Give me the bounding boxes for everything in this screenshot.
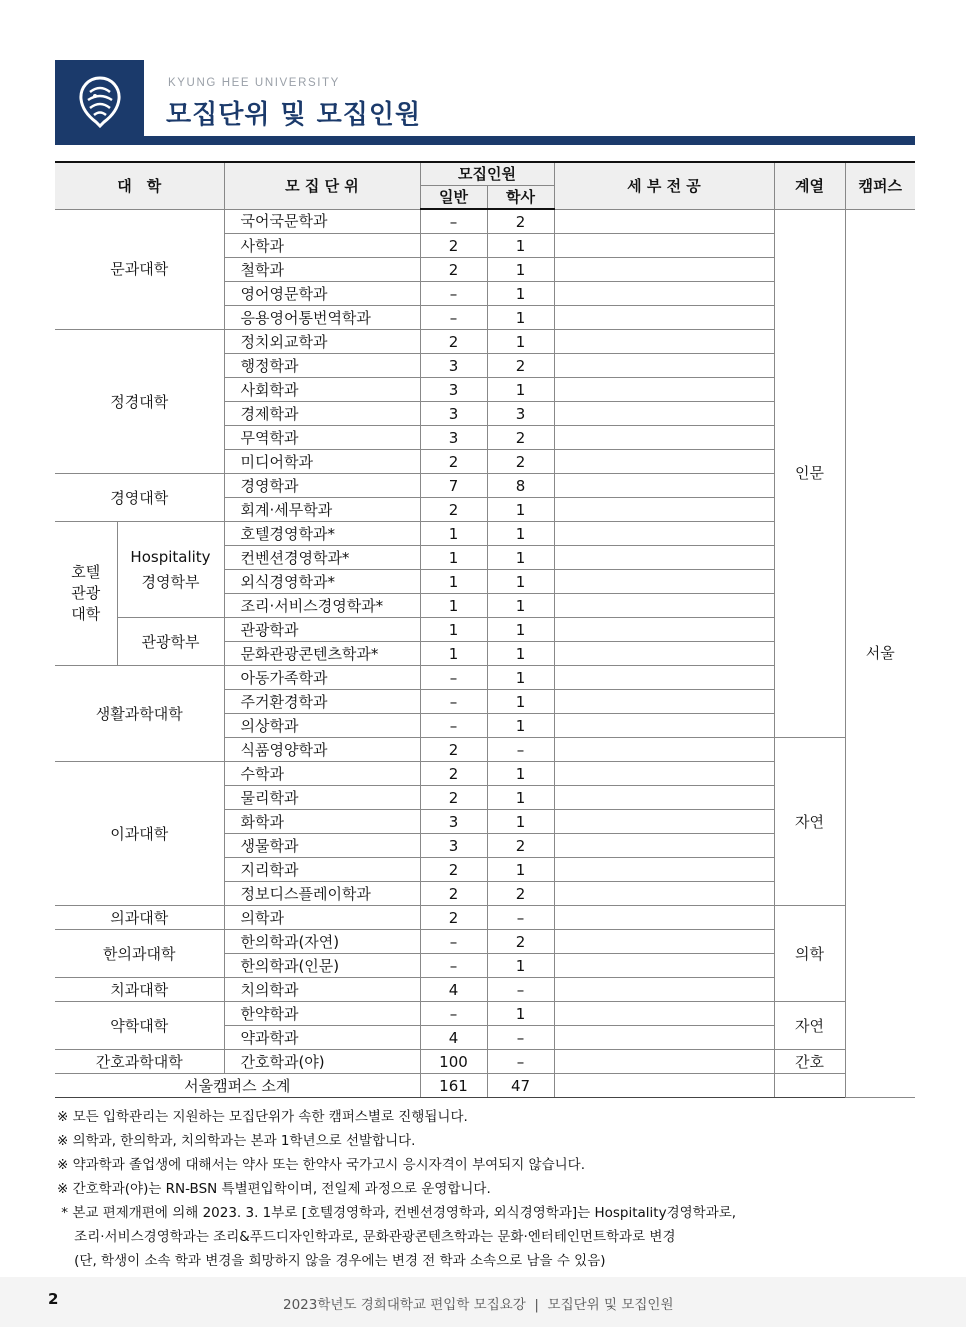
college-cell: 약학대학 xyxy=(55,1002,224,1050)
bachelor-count: 1 xyxy=(487,378,554,402)
major-cell xyxy=(554,426,774,450)
dept-cell: 약과학과 xyxy=(224,1026,420,1050)
dept-cell: 무역학과 xyxy=(224,426,420,450)
general-count: 2 xyxy=(420,498,487,522)
major-cell xyxy=(554,690,774,714)
bachelor-count: 1 xyxy=(487,330,554,354)
dept-cell: 사회학과 xyxy=(224,378,420,402)
field-cell-science: 자연 xyxy=(774,738,845,906)
subtotal-bachelor: 47 xyxy=(487,1074,554,1098)
campus-cell: 서울 xyxy=(845,209,915,1098)
dept-cell: 간호학과(야) xyxy=(224,1050,420,1074)
dept-cell: 사학과 xyxy=(224,234,420,258)
bachelor-count: 1 xyxy=(487,234,554,258)
header-bachelor: 학사 xyxy=(487,186,554,210)
major-cell xyxy=(554,738,774,762)
general-count: 2 xyxy=(420,762,487,786)
major-cell xyxy=(554,498,774,522)
bachelor-count: 1 xyxy=(487,498,554,522)
bachelor-count: 1 xyxy=(487,714,554,738)
dept-cell: 정보디스플레이학과 xyxy=(224,882,420,906)
dept-cell: 관광학과 xyxy=(224,618,420,642)
college-cell: 간호과학대학 xyxy=(55,1050,224,1074)
bachelor-count: 2 xyxy=(487,450,554,474)
dept-cell: 주거환경학과 xyxy=(224,690,420,714)
bachelor-count: 1 xyxy=(487,306,554,330)
major-cell xyxy=(554,1050,774,1074)
general-count: – xyxy=(420,666,487,690)
bachelor-count: 1 xyxy=(487,642,554,666)
major-cell xyxy=(554,618,774,642)
bachelor-count: – xyxy=(487,1050,554,1074)
bachelor-count: – xyxy=(487,906,554,930)
general-count: 1 xyxy=(420,522,487,546)
general-count: 2 xyxy=(420,906,487,930)
dept-cell: 한약학과 xyxy=(224,1002,420,1026)
header-campus: 캠퍼스 xyxy=(845,162,915,209)
dept-cell: 지리학과 xyxy=(224,858,420,882)
major-cell xyxy=(554,234,774,258)
bachelor-count: 2 xyxy=(487,426,554,450)
major-cell xyxy=(554,714,774,738)
dept-cell: 치의학과 xyxy=(224,978,420,1002)
dept-cell: 식품영양학과 xyxy=(224,738,420,762)
major-cell xyxy=(554,786,774,810)
major-cell xyxy=(554,258,774,282)
general-count: – xyxy=(420,209,487,234)
subtotal-label: 서울캠퍼스 소계 xyxy=(55,1074,420,1098)
general-count: 1 xyxy=(420,642,487,666)
major-cell xyxy=(554,1002,774,1026)
bachelor-count: 2 xyxy=(487,209,554,234)
major-cell xyxy=(554,282,774,306)
major-cell xyxy=(554,858,774,882)
header-major: 세 부 전 공 xyxy=(554,162,774,209)
bachelor-count: – xyxy=(487,738,554,762)
dept-cell: 미디어학과 xyxy=(224,450,420,474)
general-count: 1 xyxy=(420,570,487,594)
general-count: 2 xyxy=(420,234,487,258)
bachelor-count: 1 xyxy=(487,1002,554,1026)
dept-cell: 아동가족학과 xyxy=(224,666,420,690)
general-count: 3 xyxy=(420,834,487,858)
field-cell-nursing: 간호 xyxy=(774,1050,845,1074)
bachelor-count: 1 xyxy=(487,618,554,642)
note-line: * 본교 편제개편에 의해 2023. 3. 1부로 [호텔경영학과, 컨벤션경영학과, 외식경영학과]는 Hospitality경영학과로, xyxy=(57,1205,737,1221)
general-count: 7 xyxy=(420,474,487,498)
general-count: 1 xyxy=(420,594,487,618)
major-cell xyxy=(554,522,774,546)
note-line: ※ 간호학과(야)는 RN-BSN 특별편입학이며, 전일제 과정으로 운영합니다. xyxy=(57,1181,491,1197)
dept-cell: 수학과 xyxy=(224,762,420,786)
major-cell xyxy=(554,954,774,978)
bachelor-count: 2 xyxy=(487,930,554,954)
page-number: 2 xyxy=(48,1290,59,1308)
dept-cell: 조리·서비스경영학과* xyxy=(224,594,420,618)
major-cell xyxy=(554,810,774,834)
general-count: 100 xyxy=(420,1050,487,1074)
general-count: 1 xyxy=(420,618,487,642)
major-cell xyxy=(554,570,774,594)
major-cell xyxy=(554,450,774,474)
bachelor-count: 3 xyxy=(487,402,554,426)
bachelor-count: 1 xyxy=(487,522,554,546)
bachelor-count: 1 xyxy=(487,594,554,618)
college-cell: 생활과학대학 xyxy=(55,666,224,762)
major-cell xyxy=(554,1026,774,1050)
college-cell: 한의과대학 xyxy=(55,930,224,978)
dept-cell: 국어국문학과 xyxy=(224,209,420,234)
quota-table xyxy=(55,161,915,1098)
dept-cell: 호텔경영학과* xyxy=(224,522,420,546)
major-cell xyxy=(554,474,774,498)
general-count: – xyxy=(420,954,487,978)
dept-cell: 컨벤션경영학과* xyxy=(224,546,420,570)
college-cell: 경영대학 xyxy=(55,474,224,522)
footer-text: 2023학년도 경희대학교 편입학 모집요강 | 모집단위 및 모집인원 xyxy=(283,1297,674,1313)
major-cell xyxy=(554,1074,774,1098)
major-cell xyxy=(554,762,774,786)
college-cell: 치과대학 xyxy=(55,978,224,1002)
college-cell: 의과대학 xyxy=(55,906,224,930)
bachelor-count: – xyxy=(487,1026,554,1050)
header-bar xyxy=(55,136,915,145)
field-cell-medicine: 의학 xyxy=(774,906,845,1002)
dept-cell: 경제학과 xyxy=(224,402,420,426)
dept-cell: 철학과 xyxy=(224,258,420,282)
bachelor-count: 1 xyxy=(487,570,554,594)
college-cell: 호텔 관광 대학 xyxy=(55,522,117,666)
university-name: KYUNG HEE UNIVERSITY xyxy=(168,77,340,89)
page-title: 모집단위 및 모집인원 xyxy=(166,100,422,130)
dept-cell: 행정학과 xyxy=(224,354,420,378)
general-count: – xyxy=(420,1002,487,1026)
header-quota: 모집인원 xyxy=(420,162,554,186)
division-cell: 관광학부 xyxy=(117,618,224,666)
dept-cell: 문화관광콘텐츠학과* xyxy=(224,642,420,666)
bachelor-count: 2 xyxy=(487,834,554,858)
major-cell xyxy=(554,906,774,930)
bachelor-count: 2 xyxy=(487,882,554,906)
dept-cell: 물리학과 xyxy=(224,786,420,810)
general-count: – xyxy=(420,930,487,954)
dept-cell: 회계·세무학과 xyxy=(224,498,420,522)
bachelor-count: 1 xyxy=(487,258,554,282)
dept-cell: 한의학과(인문) xyxy=(224,954,420,978)
field-cell-science-pharmacy: 자연 xyxy=(774,1002,845,1050)
header-unit: 모 집 단 위 xyxy=(224,162,420,209)
major-cell xyxy=(554,882,774,906)
note-line: ※ 약과학과 졸업생에 대해서는 약사 또는 한약사 국가고시 응시자격이 부여되지 않습니다. xyxy=(57,1157,585,1173)
dept-cell: 의학과 xyxy=(224,906,420,930)
major-cell xyxy=(554,330,774,354)
general-count: 3 xyxy=(420,810,487,834)
general-count: 2 xyxy=(420,882,487,906)
dept-cell: 한의학과(자연) xyxy=(224,930,420,954)
dept-cell: 화학과 xyxy=(224,810,420,834)
note-line: ※ 모든 입학관리는 지원하는 모집단위가 속한 캠퍼스별로 진행됩니다. xyxy=(57,1109,468,1125)
major-cell xyxy=(554,978,774,1002)
header-college: 대 학 xyxy=(55,162,224,209)
bachelor-count: 1 xyxy=(487,762,554,786)
general-count: 2 xyxy=(420,738,487,762)
major-cell xyxy=(554,594,774,618)
general-count: – xyxy=(420,690,487,714)
general-count: – xyxy=(420,714,487,738)
major-cell xyxy=(554,834,774,858)
dept-cell: 응용영어통번역학과 xyxy=(224,306,420,330)
bachelor-count: – xyxy=(487,978,554,1002)
dept-cell: 생물학과 xyxy=(224,834,420,858)
bachelor-count: 1 xyxy=(487,858,554,882)
bachelor-count: 1 xyxy=(487,690,554,714)
dept-cell: 경영학과 xyxy=(224,474,420,498)
bachelor-count: 8 xyxy=(487,474,554,498)
field-cell-empty xyxy=(774,1074,845,1098)
major-cell xyxy=(554,354,774,378)
bachelor-count: 1 xyxy=(487,810,554,834)
general-count: 2 xyxy=(420,858,487,882)
dept-cell: 외식경영학과* xyxy=(224,570,420,594)
major-cell xyxy=(554,642,774,666)
bachelor-count: 1 xyxy=(487,546,554,570)
bachelor-count: 1 xyxy=(487,282,554,306)
general-count: 2 xyxy=(420,330,487,354)
major-cell xyxy=(554,666,774,690)
header-general: 일반 xyxy=(420,186,487,210)
note-line: ※ 의학과, 한의학과, 치의학과는 본과 1학년으로 선발합니다. xyxy=(57,1133,416,1149)
university-logo xyxy=(55,60,144,143)
division-cell: Hospitality 경영학부 xyxy=(117,522,224,618)
field-cell-humanities: 인문 xyxy=(774,209,845,738)
bachelor-count: 1 xyxy=(487,786,554,810)
bachelor-count: 2 xyxy=(487,354,554,378)
college-cell: 이과대학 xyxy=(55,762,224,906)
notes xyxy=(57,1105,736,1273)
general-count: 3 xyxy=(420,402,487,426)
lion-emblem-icon xyxy=(70,72,130,132)
major-cell xyxy=(554,209,774,234)
header-field: 계열 xyxy=(774,162,845,209)
dept-cell: 영어영문학과 xyxy=(224,282,420,306)
college-cell: 정경대학 xyxy=(55,330,224,474)
major-cell xyxy=(554,402,774,426)
bachelor-count: 1 xyxy=(487,954,554,978)
major-cell xyxy=(554,378,774,402)
general-count: 2 xyxy=(420,450,487,474)
bachelor-count: 1 xyxy=(487,666,554,690)
general-count: 3 xyxy=(420,426,487,450)
general-count: 4 xyxy=(420,1026,487,1050)
college-cell: 문과대학 xyxy=(55,209,224,330)
general-count: 1 xyxy=(420,546,487,570)
subtotal-general: 161 xyxy=(420,1074,487,1098)
major-cell xyxy=(554,930,774,954)
general-count: 4 xyxy=(420,978,487,1002)
general-count: 3 xyxy=(420,354,487,378)
general-count: 2 xyxy=(420,258,487,282)
general-count: – xyxy=(420,306,487,330)
dept-cell: 의상학과 xyxy=(224,714,420,738)
dept-cell: 정치외교학과 xyxy=(224,330,420,354)
major-cell xyxy=(554,306,774,330)
note-line: (단, 학생이 소속 학과 변경을 희망하지 않을 경우에는 변경 전 학과 소속으로 남을 수 있음) xyxy=(57,1253,606,1269)
general-count: 2 xyxy=(420,786,487,810)
major-cell xyxy=(554,546,774,570)
general-count: 3 xyxy=(420,378,487,402)
note-line: 조리·서비스경영학과는 조리&푸드디자인학과로, 문화관광콘텐츠학과는 문화·엔터테인먼트학과로 변경 xyxy=(57,1229,676,1245)
general-count: – xyxy=(420,282,487,306)
